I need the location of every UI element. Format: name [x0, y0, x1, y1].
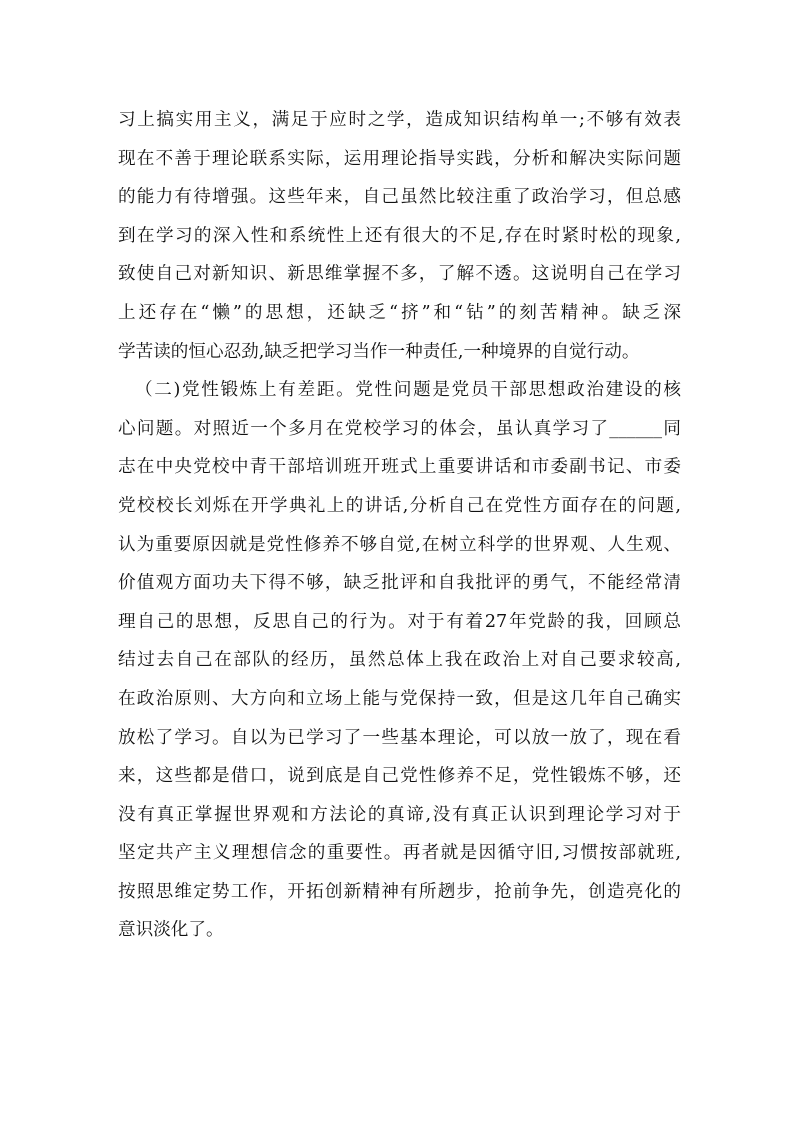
text-line: 坚定共产主义理想信念的重要性。再者就是因循守旧,习惯按部就班, — [118, 843, 681, 864]
text-line: 结过去自己在部队的经历，虽然总体上我在政治上对自己要求较高, — [118, 650, 681, 671]
text-line: 到在学习的深入性和系统性上还有很大的不足,存在时紧时松的现象, — [118, 225, 681, 246]
text-line: 价值观方面功夫下得不够，缺乏批评和自我批评的勇气，不能经常清 — [118, 573, 681, 594]
text-line: 来，这些都是借口，说到底是自己党性修养不足，党性锻炼不够，还 — [118, 766, 681, 787]
section-heading-line: （二)党性锻炼上有差距。党性问题是党员干部思想政治建设的核 — [135, 380, 681, 401]
text-line: 按照思维定势工作，开拓创新精神有所趔步，抢前争先，创造亮化的 — [118, 881, 681, 902]
text-line: 习上搞实用主义，满足于应时之学，造成知识结构单一;不够有效表 — [118, 110, 681, 130]
text-line: 放松了学习。自以为已学习了一些基本理论，可以放一放了，现在看 — [118, 727, 681, 748]
text-line: 意识淡化了。 — [118, 920, 224, 941]
body-text — [118, 101, 681, 950]
text-line: 心问题。对照近一个多月在党校学习的体会，虽认真学习了______同 — [118, 418, 681, 439]
text-line: 理自己的思想，反思自己的行为。对于有着27年党龄的我，回顾总 — [118, 611, 681, 632]
text-line: 致使自己对新知识、新思维掌握不多，了解不透。这说明自己在学习 — [118, 264, 681, 285]
text-line: 志在中央党校中青干部培训班开班式上重要讲话和市委副书记、市委 — [118, 457, 681, 478]
text-line: 现在不善于理论联系实际，运用理论指导实践，分析和解决实际问题 — [118, 148, 681, 169]
text-line: 没有真正掌握世界观和方法论的真谛,没有真正认识到理论学习对于 — [118, 804, 681, 825]
text-line: 上还存在“懒”的思想，还缺乏“挤”和“钻”的刻苦精神。缺乏深 — [118, 302, 681, 323]
text-line: 党校校长刘烁在开学典礼上的讲话,分析自己在党性方面存在的问题, — [118, 495, 681, 516]
text-line: 在政治原则、大方向和立场上能与党保持一致，但是这几年自己确实 — [118, 688, 681, 709]
text-line: 认为重要原因就是党性修养不够自觉,在树立科学的世界观、人生观、 — [118, 534, 681, 555]
text-line: 学苦读的恒心忍劲,缺乏把学习当作一种责任,一种境界的自觉行动。 — [118, 341, 640, 362]
text-line: 的能力有待增强。这些年来，自己虽然比较注重了政治学习，但总感 — [118, 187, 681, 208]
